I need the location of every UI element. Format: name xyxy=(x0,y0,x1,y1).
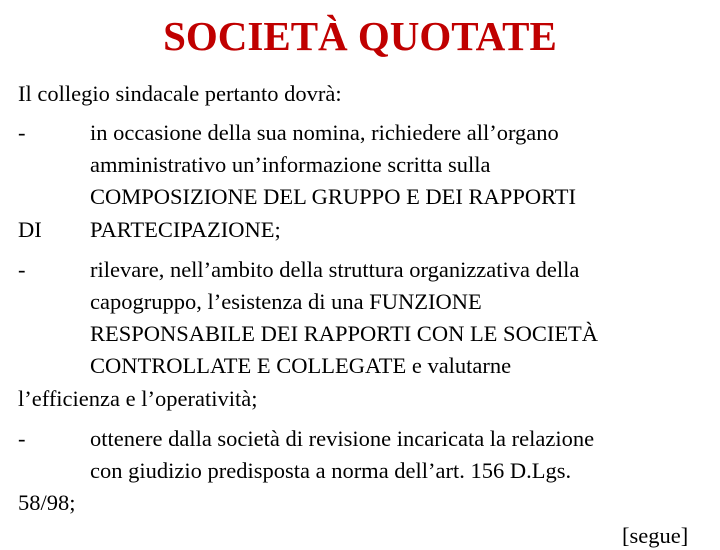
item-1-wrap-prefix: DI xyxy=(18,217,42,242)
item-3-line-2: con giudizio predisposta a norma dell’art. 156 D.Lgs. xyxy=(90,458,572,483)
item-1-line-4: PARTECIPAZIONE; xyxy=(90,217,281,242)
bullet-marker: - xyxy=(18,426,26,451)
item-2-line-4: CONTROLLATE E COLLEGATE e valutarne xyxy=(90,353,512,378)
item-3-wrap-line: 58/98; xyxy=(18,490,76,515)
item-1-line-1: in occasione della sua nomina, richiedere all’organo xyxy=(90,120,559,145)
item-1-line-3: COMPOSIZIONE DEL GRUPPO E DEI RAPPORTI xyxy=(90,184,576,209)
item-2-wrap-line: l’efficienza e l’operatività; xyxy=(18,386,258,411)
slide-title: SOCIETÀ QUOTATE xyxy=(163,13,557,59)
item-2-line-1: rilevare, nell’ambito della struttura organizzativa della xyxy=(90,257,580,282)
continued-label: [segue] xyxy=(622,523,689,548)
item-2-line-2: capogruppo, l’esistenza di una FUNZIONE xyxy=(90,289,482,314)
item-1-line-2: amministrativo un’informazione scritta sulla xyxy=(90,152,491,177)
item-3-line-1: ottenere dalla società di revisione incaricata la relazione xyxy=(90,426,595,451)
bullet-marker: - xyxy=(18,120,26,145)
bullet-marker: - xyxy=(18,257,26,282)
intro-text: Il collegio sindacale pertanto dovrà: xyxy=(18,81,342,106)
item-2-line-3: RESPONSABILE DEI RAPPORTI CON LE SOCIETÀ xyxy=(90,321,599,346)
